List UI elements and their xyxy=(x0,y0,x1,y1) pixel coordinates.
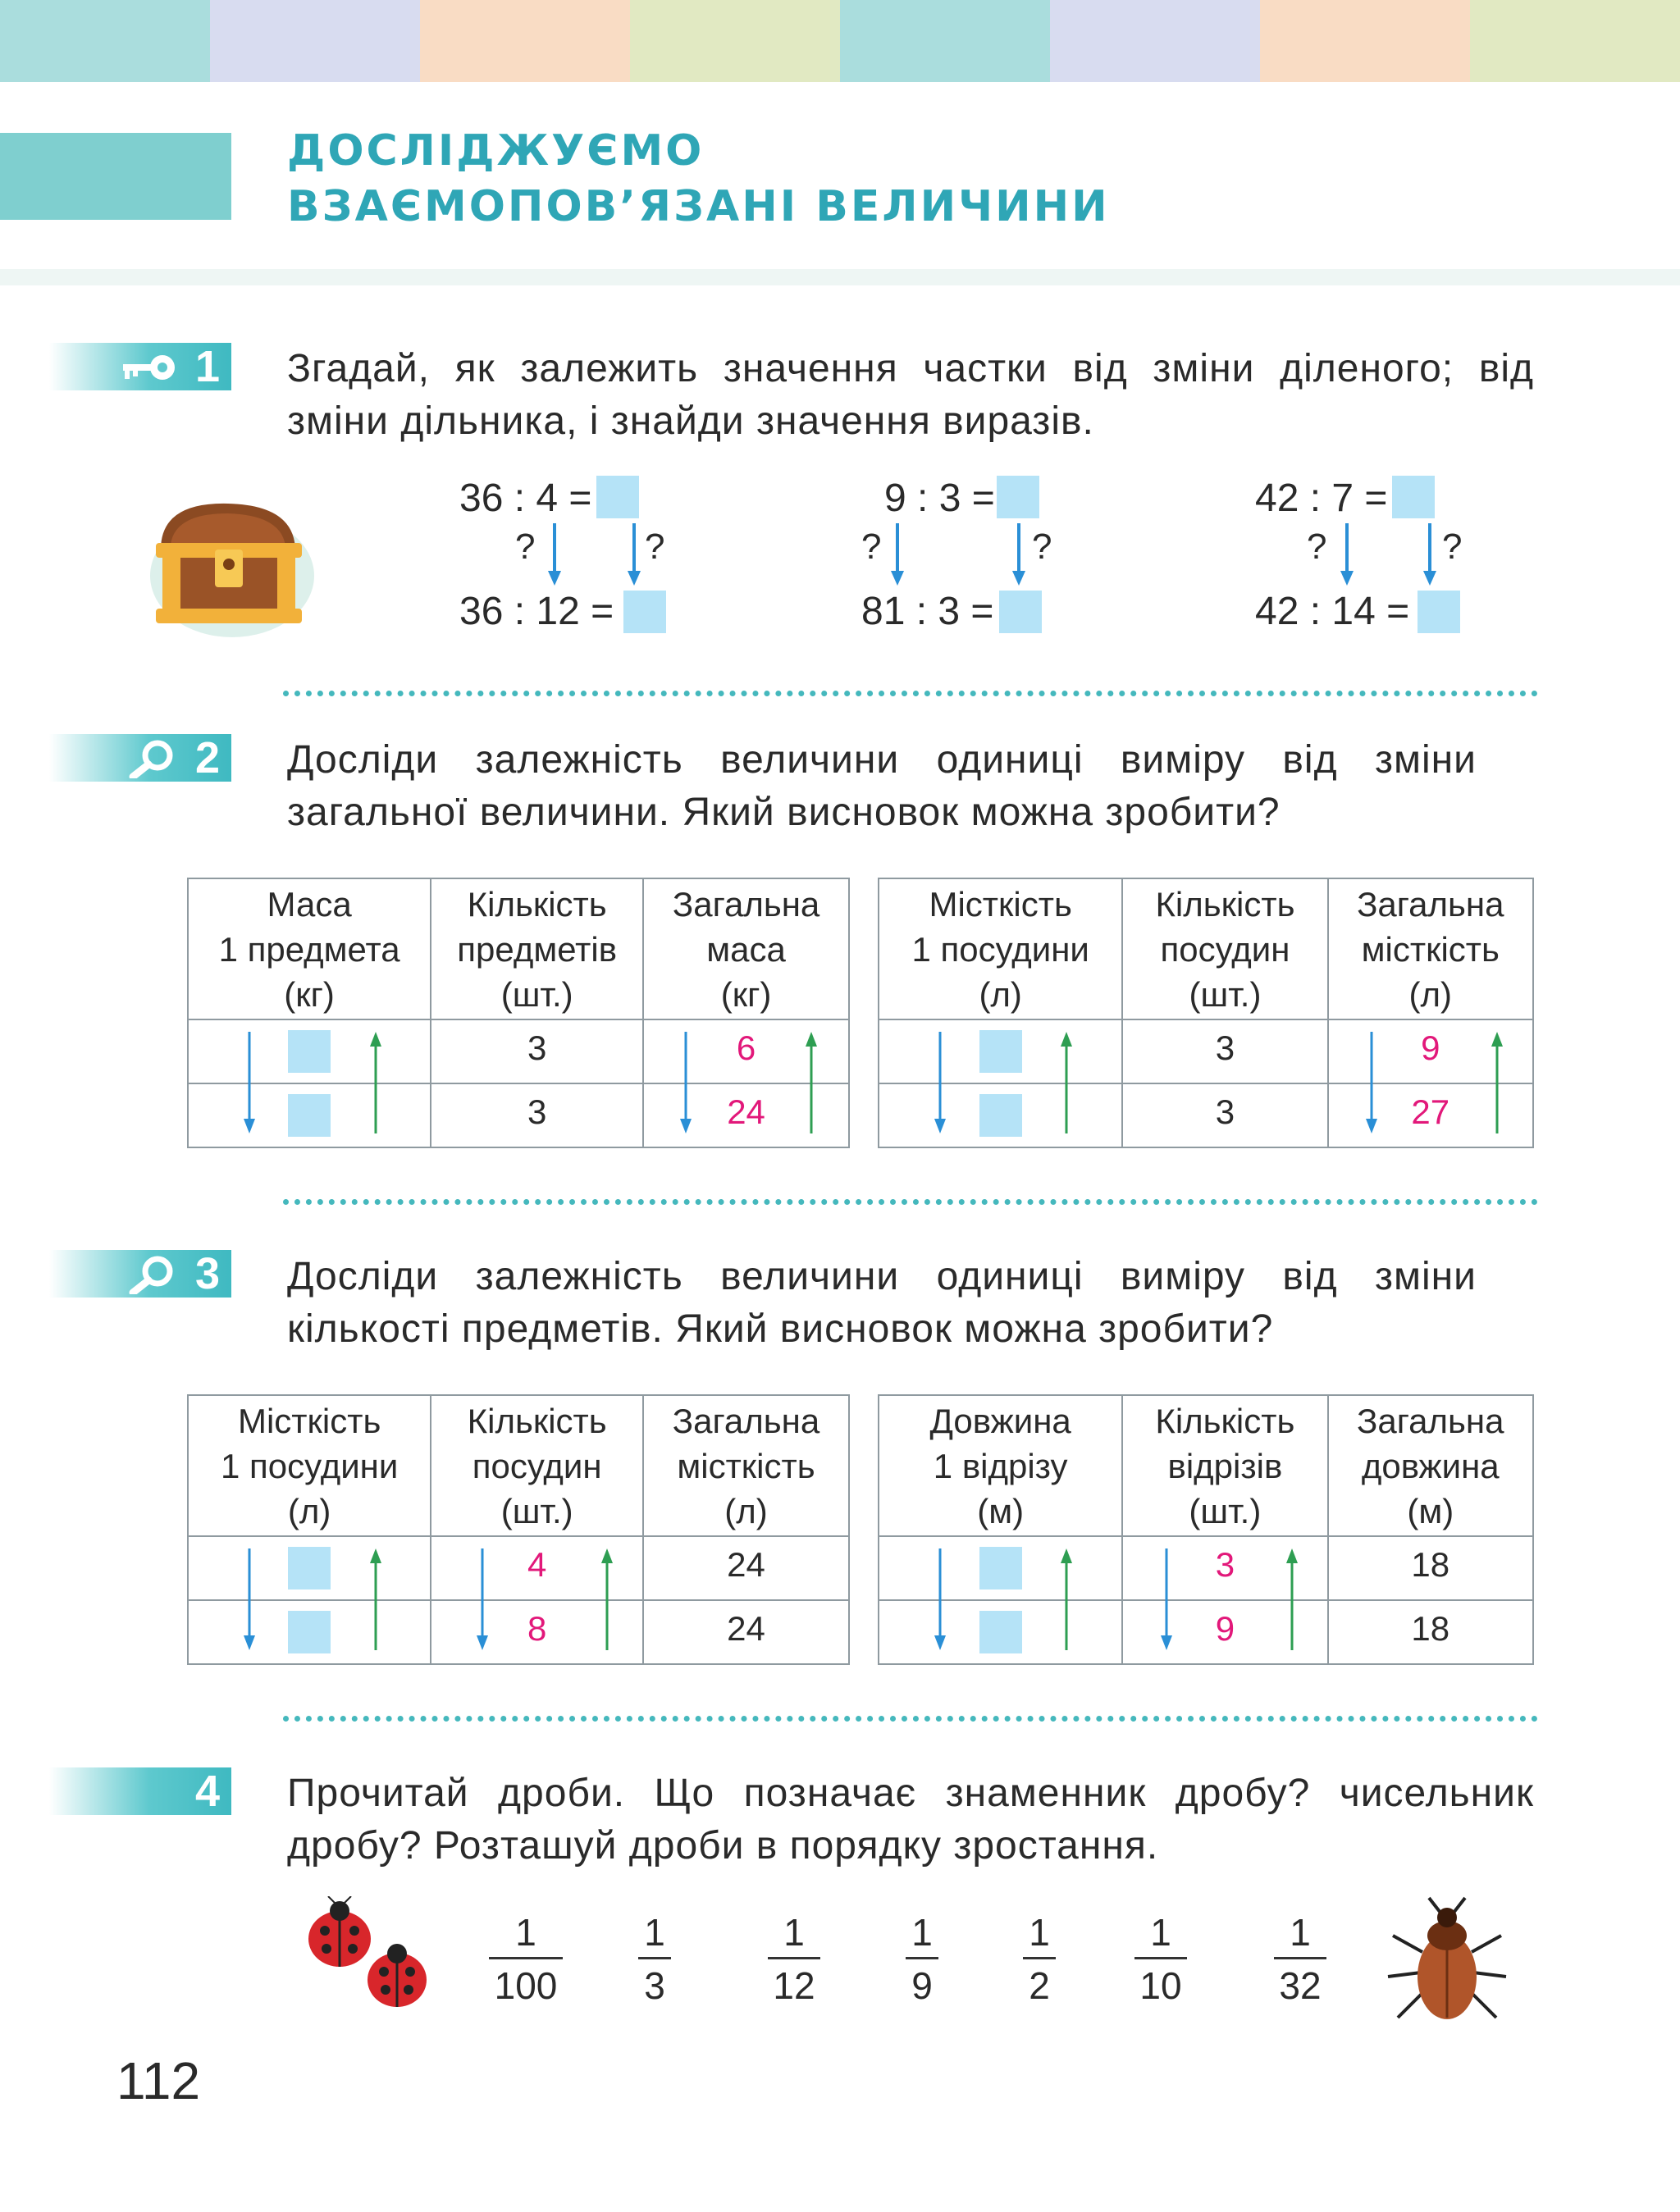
table-header: Місткість 1 посудини (л) xyxy=(188,1395,431,1536)
table-header: Загальна місткість (л) xyxy=(1328,878,1533,1019)
fraction: 1 32 xyxy=(1271,1908,1329,2012)
question-mark: ? xyxy=(645,527,665,567)
arrow-up-icon xyxy=(368,1030,384,1135)
table-header: Маса 1 предмета (кг) xyxy=(188,878,431,1019)
table-cell xyxy=(879,1536,1122,1600)
expression-bottom: 81 : 3 = xyxy=(861,590,994,633)
answer-box[interactable] xyxy=(288,1030,331,1073)
table-header: Загальна довжина (м) xyxy=(1328,1395,1533,1536)
answer-box[interactable] xyxy=(623,591,666,633)
color-stripe xyxy=(840,0,1050,82)
dotted-separator xyxy=(283,1199,1538,1205)
arrow-down-icon xyxy=(1339,522,1355,587)
color-stripe xyxy=(1260,0,1470,82)
task3-marker xyxy=(49,1250,231,1298)
beetle-icon xyxy=(1381,1895,1513,2034)
table-header: Кількість посудин (шт.) xyxy=(431,1395,643,1536)
table-cell: 24 xyxy=(643,1536,849,1600)
arrow-up-icon xyxy=(1058,1547,1075,1652)
question-mark: ? xyxy=(1442,527,1463,567)
task4-number: 4 xyxy=(194,1767,220,1816)
answer-box[interactable] xyxy=(999,591,1042,633)
expression-top: 36 : 4 = xyxy=(459,477,592,520)
table-cell: 8 xyxy=(431,1600,643,1664)
fraction: 1 12 xyxy=(765,1908,823,2012)
color-stripe xyxy=(0,0,210,82)
table-header: Загальна місткість (л) xyxy=(643,1395,849,1536)
answer-box[interactable] xyxy=(288,1547,331,1589)
title-divider xyxy=(0,269,1680,285)
answer-box[interactable] xyxy=(1418,591,1460,633)
table-header: Кількість відрізів (шт.) xyxy=(1122,1395,1327,1536)
answer-box[interactable] xyxy=(979,1611,1022,1653)
arrow-down-icon xyxy=(932,1547,948,1652)
answer-box[interactable] xyxy=(997,476,1039,518)
table-cell: 3 xyxy=(1122,1536,1327,1600)
table-cell xyxy=(188,1019,431,1083)
table-cell xyxy=(879,1019,1122,1083)
page-title-line2: ВЗАЄМОПОВ’ЯЗАНІ ВЕЛИЧИНИ xyxy=(287,182,1110,231)
task1-number: 1 xyxy=(194,342,220,391)
task4-marker xyxy=(49,1767,231,1815)
expression-bottom: 36 : 12 = xyxy=(459,590,614,633)
arrow-up-icon xyxy=(1489,1030,1505,1135)
task1-text: Згадай, як залежить значення частки від зміни діленого; від зміни дільника, і знайди значення виразів. xyxy=(287,347,1534,443)
arrow-down-icon xyxy=(889,522,906,587)
dotted-separator xyxy=(283,1716,1538,1722)
question-mark: ? xyxy=(861,527,882,567)
arrow-down-icon xyxy=(678,1030,694,1135)
task2-table-left xyxy=(187,878,850,1148)
title-accent-bar xyxy=(0,133,231,220)
table-cell: 18 xyxy=(1328,1536,1533,1600)
fraction: 1 9 xyxy=(897,1908,947,2012)
answer-box[interactable] xyxy=(288,1094,331,1137)
task1-marker xyxy=(49,343,231,390)
task2-text: Досліди залежність величини одиниці виміру від зміни загальної величини. Який висновок можна зробити? xyxy=(287,738,1477,834)
answer-box[interactable] xyxy=(1392,476,1435,518)
arrow-down-icon xyxy=(1363,1030,1380,1135)
table-cell xyxy=(188,1083,431,1147)
answer-box[interactable] xyxy=(979,1094,1022,1137)
answer-box[interactable] xyxy=(288,1611,331,1653)
treasure-chest-icon xyxy=(146,486,318,641)
page-number: 112 xyxy=(116,2051,201,2110)
task2-table-right xyxy=(878,878,1534,1148)
color-stripe xyxy=(1050,0,1260,82)
expression-bottom: 42 : 14 = xyxy=(1255,590,1410,633)
arrow-down-icon xyxy=(1422,522,1438,587)
table-cell: 9 xyxy=(1122,1600,1327,1664)
task2-number: 2 xyxy=(194,733,220,782)
table-cell xyxy=(879,1083,1122,1147)
table-header: Довжина 1 відрізу (м) xyxy=(879,1395,1122,1536)
arrow-up-icon xyxy=(599,1547,615,1652)
arrow-down-icon xyxy=(546,522,563,587)
question-mark: ? xyxy=(515,527,536,567)
magnifier-icon xyxy=(120,1253,180,1294)
fraction: 1 3 xyxy=(630,1908,679,2012)
color-stripe xyxy=(630,0,840,82)
arrow-up-icon xyxy=(1058,1030,1075,1135)
table-header: Кількість предметів (шт.) xyxy=(431,878,643,1019)
table-cell: 3 xyxy=(1122,1019,1327,1083)
task3-table-left xyxy=(187,1394,850,1665)
ladybug-icon xyxy=(292,1896,440,2019)
fraction: 1 10 xyxy=(1132,1908,1189,2012)
dotted-separator xyxy=(283,691,1538,696)
arrow-down-icon xyxy=(474,1547,491,1652)
table-cell: 24 xyxy=(643,1600,849,1664)
fraction: 1 100 xyxy=(489,1908,563,2012)
top-color-bar xyxy=(0,0,1680,82)
table-cell xyxy=(188,1600,431,1664)
magnifier-icon xyxy=(120,737,180,778)
arrow-down-icon xyxy=(241,1030,258,1135)
table-cell: 3 xyxy=(431,1083,643,1147)
task3-text: Досліди залежність величини одиниці виміру від зміни кількості предметів. Який висновок можна зробити? xyxy=(287,1255,1477,1351)
table-cell: 9 xyxy=(1328,1019,1533,1083)
table-header: Загальна маса (кг) xyxy=(643,878,849,1019)
table-cell: 3 xyxy=(431,1019,643,1083)
arrow-down-icon xyxy=(241,1547,258,1652)
table-header: Кількість посудин (шт.) xyxy=(1122,878,1327,1019)
task4-text: Прочитай дроби. Що позначає знаменник дробу? чисельник дробу? Розташуй дроби в порядку зростання. xyxy=(287,1772,1534,1868)
answer-box[interactable] xyxy=(979,1547,1022,1589)
table-header: Місткість 1 посудини (л) xyxy=(879,878,1122,1019)
table-cell: 18 xyxy=(1328,1600,1533,1664)
arrow-up-icon xyxy=(803,1030,819,1135)
expression-top: 42 : 7 = xyxy=(1255,477,1388,520)
fraction: 1 2 xyxy=(1015,1908,1064,2012)
page-title xyxy=(287,123,1110,235)
task3-number: 3 xyxy=(194,1249,220,1298)
color-stripe xyxy=(420,0,630,82)
expression-top: 9 : 3 = xyxy=(884,477,995,520)
table-cell: 6 xyxy=(643,1019,849,1083)
arrow-up-icon xyxy=(368,1547,384,1652)
arrow-down-icon xyxy=(932,1030,948,1135)
color-stripe xyxy=(1470,0,1680,82)
task3-table-right xyxy=(878,1394,1534,1665)
arrow-up-icon xyxy=(1284,1547,1300,1652)
table-cell: 24 xyxy=(643,1083,849,1147)
page-title-line1: ДОСЛІДЖУЄМО xyxy=(287,126,705,176)
task2-marker xyxy=(49,734,231,782)
arrow-down-icon xyxy=(1011,522,1027,587)
table-cell: 27 xyxy=(1328,1083,1533,1147)
answer-box[interactable] xyxy=(596,476,639,518)
key-icon xyxy=(120,346,180,387)
table-cell: 3 xyxy=(1122,1083,1327,1147)
table-cell: 4 xyxy=(431,1536,643,1600)
arrow-down-icon xyxy=(1158,1547,1175,1652)
table-cell xyxy=(879,1600,1122,1664)
arrow-down-icon xyxy=(626,522,642,587)
color-stripe xyxy=(210,0,420,82)
question-mark: ? xyxy=(1307,527,1327,567)
table-cell xyxy=(188,1536,431,1600)
answer-box[interactable] xyxy=(979,1030,1022,1073)
question-mark: ? xyxy=(1032,527,1052,567)
